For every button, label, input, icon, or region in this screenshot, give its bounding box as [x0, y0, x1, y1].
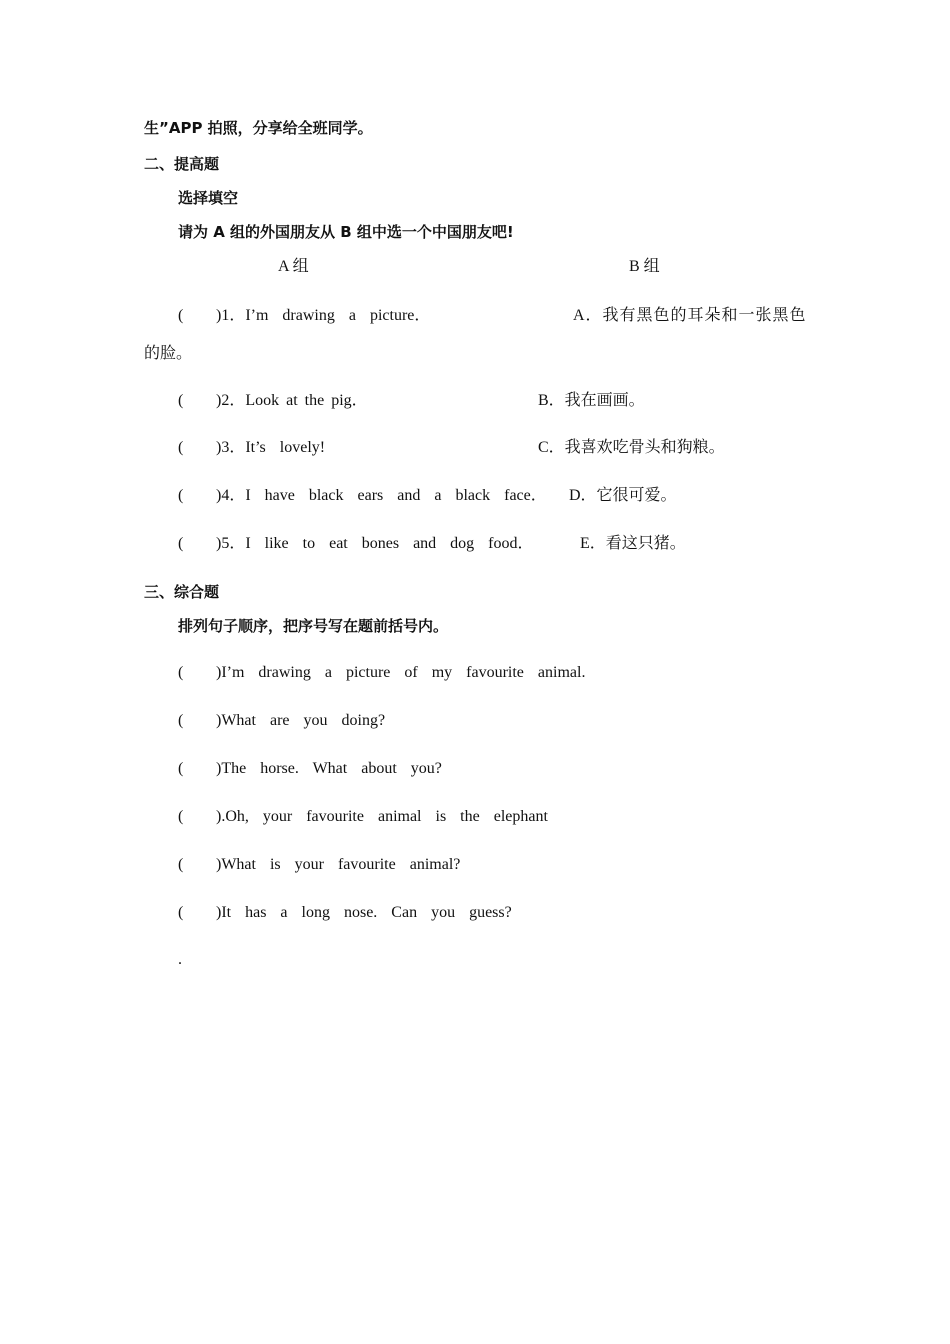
section3-heading: 三、综合题 [144, 583, 220, 601]
answer-paren[interactable]: ( [178, 664, 184, 681]
question-text: )1．I’m drawing a picture． [216, 307, 431, 324]
trailing-mark: . [178, 951, 182, 968]
question-text: )4．I have black ears and a black face． [216, 487, 547, 504]
answer-paren[interactable]: ( [178, 760, 184, 777]
group-b-label: B 组 [629, 258, 660, 275]
question-text: )5．I like to eat bones and dog food． [216, 535, 534, 552]
answer-paren[interactable]: ( [178, 712, 184, 729]
answer-paren[interactable]: ( [178, 535, 184, 552]
answer-paren[interactable]: ( [178, 439, 184, 456]
section2-subheading: 选择填空 [178, 189, 239, 207]
question-text: )2．Look at the pig． [216, 392, 368, 409]
question-text: )3．It’s lovely! [216, 439, 326, 456]
option-text: C．我喜欢吃骨头和狗粮。 [538, 439, 725, 456]
answer-paren[interactable]: ( [178, 487, 184, 504]
answer-paren[interactable]: ( [178, 808, 184, 825]
answer-paren[interactable]: ( [178, 307, 184, 324]
answer-paren[interactable]: ( [178, 392, 184, 409]
option-text: B．我在画画。 [538, 392, 645, 409]
answer-paren[interactable]: ( [178, 904, 184, 921]
option-text: E．看这只猪。 [580, 535, 686, 552]
option-text: D．它很可爱。 [569, 487, 677, 504]
section2-heading: 二、提高题 [144, 155, 220, 173]
sentence-text: )What is your favourite animal? [216, 856, 461, 873]
group-a-label: A 组 [278, 258, 309, 275]
option-text: A．我有黑色的耳朵和一张黑色 [573, 307, 807, 324]
option-text-wrap: 的脸。 [144, 345, 193, 362]
sentence-text: )What are you doing? [216, 712, 386, 729]
section2-instruction: 请为 A 组的外国朋友从 B 组中选一个中国朋友吧! [178, 223, 514, 241]
sentence-text: )It has a long nose. Can you guess? [216, 904, 512, 921]
sentence-text: )I’m drawing a picture of my favourite animal. [216, 664, 586, 681]
section3-instruction: 排列句子顺序，把序号写在题前括号内。 [178, 617, 449, 635]
sentence-text: )The horse. What about you? [216, 760, 442, 777]
intro-tail: 生”APP 拍照，分享给全班同学。 [144, 119, 373, 137]
answer-paren[interactable]: ( [178, 856, 184, 873]
sentence-text: ).Oh, your favourite animal is the elephant [216, 808, 548, 825]
